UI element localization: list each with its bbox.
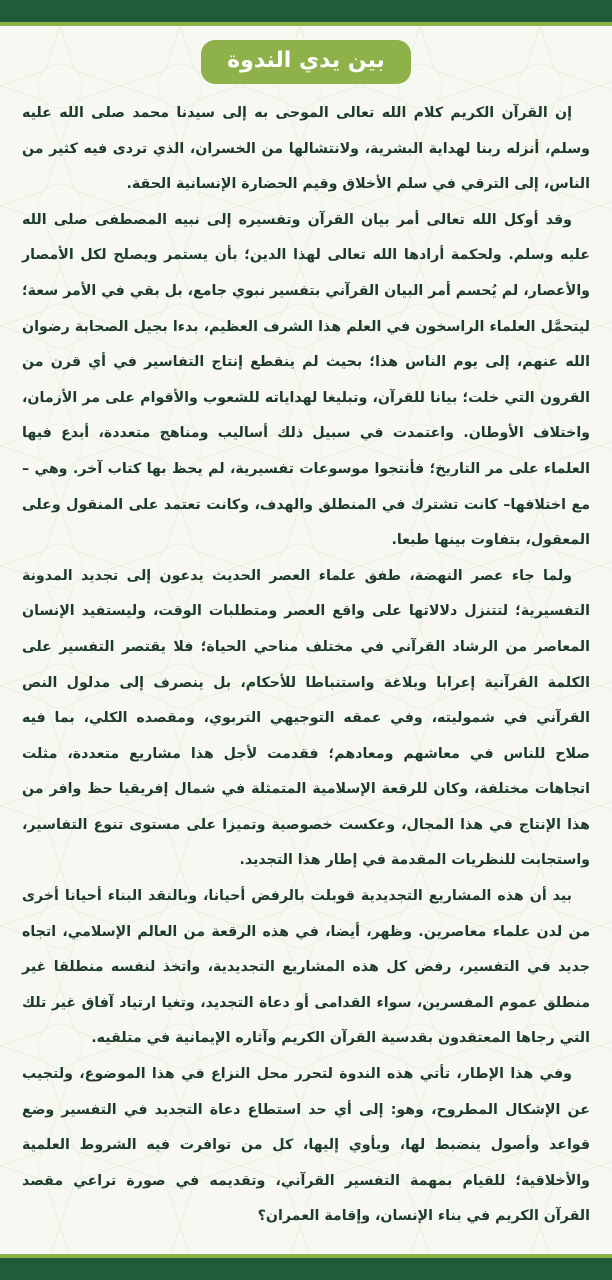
paragraph: وفي هذا الإطار، تأتي هذه الندوة لتحرر محل النزاع في هذا الموضوع، ولتجيب عن الإشكال المطروح، وهو: إلى أي حد استطاع دعاة التجديد في التفسير وضع قواعد وأصول ينضبط لها، ويأوي إليها، كل من توافرت فيه الشروط العلمية والأخلاقية؛ للقيام بمهمة التفسير القرآني، وتقديمه في صورة تراعي مقصد القرآن الكريم في بناء الإنسان، وإقامة العمران؟: [22, 1066, 590, 1225]
paragraph: إن القرآن الكريم كلام الله تعالى الموحى به إلى سيدنا محمد صلى الله عليه وسلم، أنزله ربنا لهداية البشرية، ولانتشالها من الخسران، الذي تردى فيه كثير من الناس، إلى الترقي في سلم الأخلاق وقيم الحضارة الإنسانية الحقة.: [22, 105, 590, 193]
title-wrap: [0, 40, 612, 84]
paragraph: بيد أن هذه المشاريع التجديدية قوبلت بالرفض أحيانا، وبالنقد البناء أحيانا أخرى من لدن علماء معاصرين. وظهر، أيضا، في هذه الرقعة من العالم الإسلامي، اتجاه جديد في التفسير، رفض كل هذه المشاريع التجديدية، واتخذ لنفسه منطلقا غير منطلق عموم المفسرين، سواء القدامى أو دعاة التجديد، وتغيا ارتياد آفاق غير تلك التي رجاها المعتقدون بقدسية القرآن الكريم وآثاره الإيمانية في متلقيه.: [22, 888, 590, 1047]
paragraph: ولما جاء عصر النهضة، طفق علماء العصر الحديث يدعون إلى تجديد المدونة التفسيرية؛ لتتنزل دلالاتها على واقع العصر ومتطلبات الوقت، وليستفيد الإنسان المعاصر من الرشاد القرآني في مختلف مناحي الحياة؛ فلا يقتصر التفسير على الكلمة القرآنية إعرابا وبلاغة واستنباطا للأحكام، بل ينصرف إلى مدلول النص القرآني في شموليته، وفي عمقه التوجيهي التربوي، ومقصده الكلي، بما فيه صلاح للناس في معاشهم ومعادهم؛ فقدمت لأجل هذا مشاريع متعددة، مثلت اتجاهات مختلفة، وكان للرقعة الإسلامية المتمثلة في شمال إفريقيا حظ وافر من هذا الإنتاج في هذا المجال، وعكست خصوصية وتميزا على مستوى تنوع التفاسير، واستجابت للنظريات المقدمة في إطار هذا التجديد.: [22, 567, 590, 869]
bottom-band: [0, 1258, 612, 1280]
page-title: بين يدي الندوة: [201, 40, 411, 84]
article-body: [22, 96, 590, 1244]
top-band: [0, 0, 612, 22]
paragraph: وقد أوكل الله تعالى أمر بيان القرآن وتفسيره إلى نبيه المصطفى صلى الله عليه وسلم. ولحكمة أرادها الله تعالى لهذا الدين؛ بأن يستمر ويصلح لكل الأمصار والأعصار، لم يُحسم أمر البيان القرآني بتفسير نبوي جامع، بل بقي في الأمر سعة؛ ليتحمَّل العلماء الراسخون في العلم هذا الشرف العظيم، بدءا بجيل الصحابة رضوان الله عنهم، إلى يوم الناس هذا؛ بحيث لم ينقطع إنتاج التفاسير في أي قرن من القرون التي خلت؛ بيانا للقرآن، وتبليغا لهداياته للشعوب والأقوام على مر الأزمان، واختلاف الأوطان. واعتمدت في سبيل ذلك أساليب ومناهج متعددة، أبدع فيها العلماء على مر التاريخ؛ فأنتجوا موسوعات تفسيرية، لم يحظ بها كتاب آخر. وهي –مع اختلافها– كانت تشترك في المنطلق والهدف، وكانت تعتمد على المنقول وعلى المعقول، بتفاوت بينها طبعا.: [22, 211, 590, 549]
